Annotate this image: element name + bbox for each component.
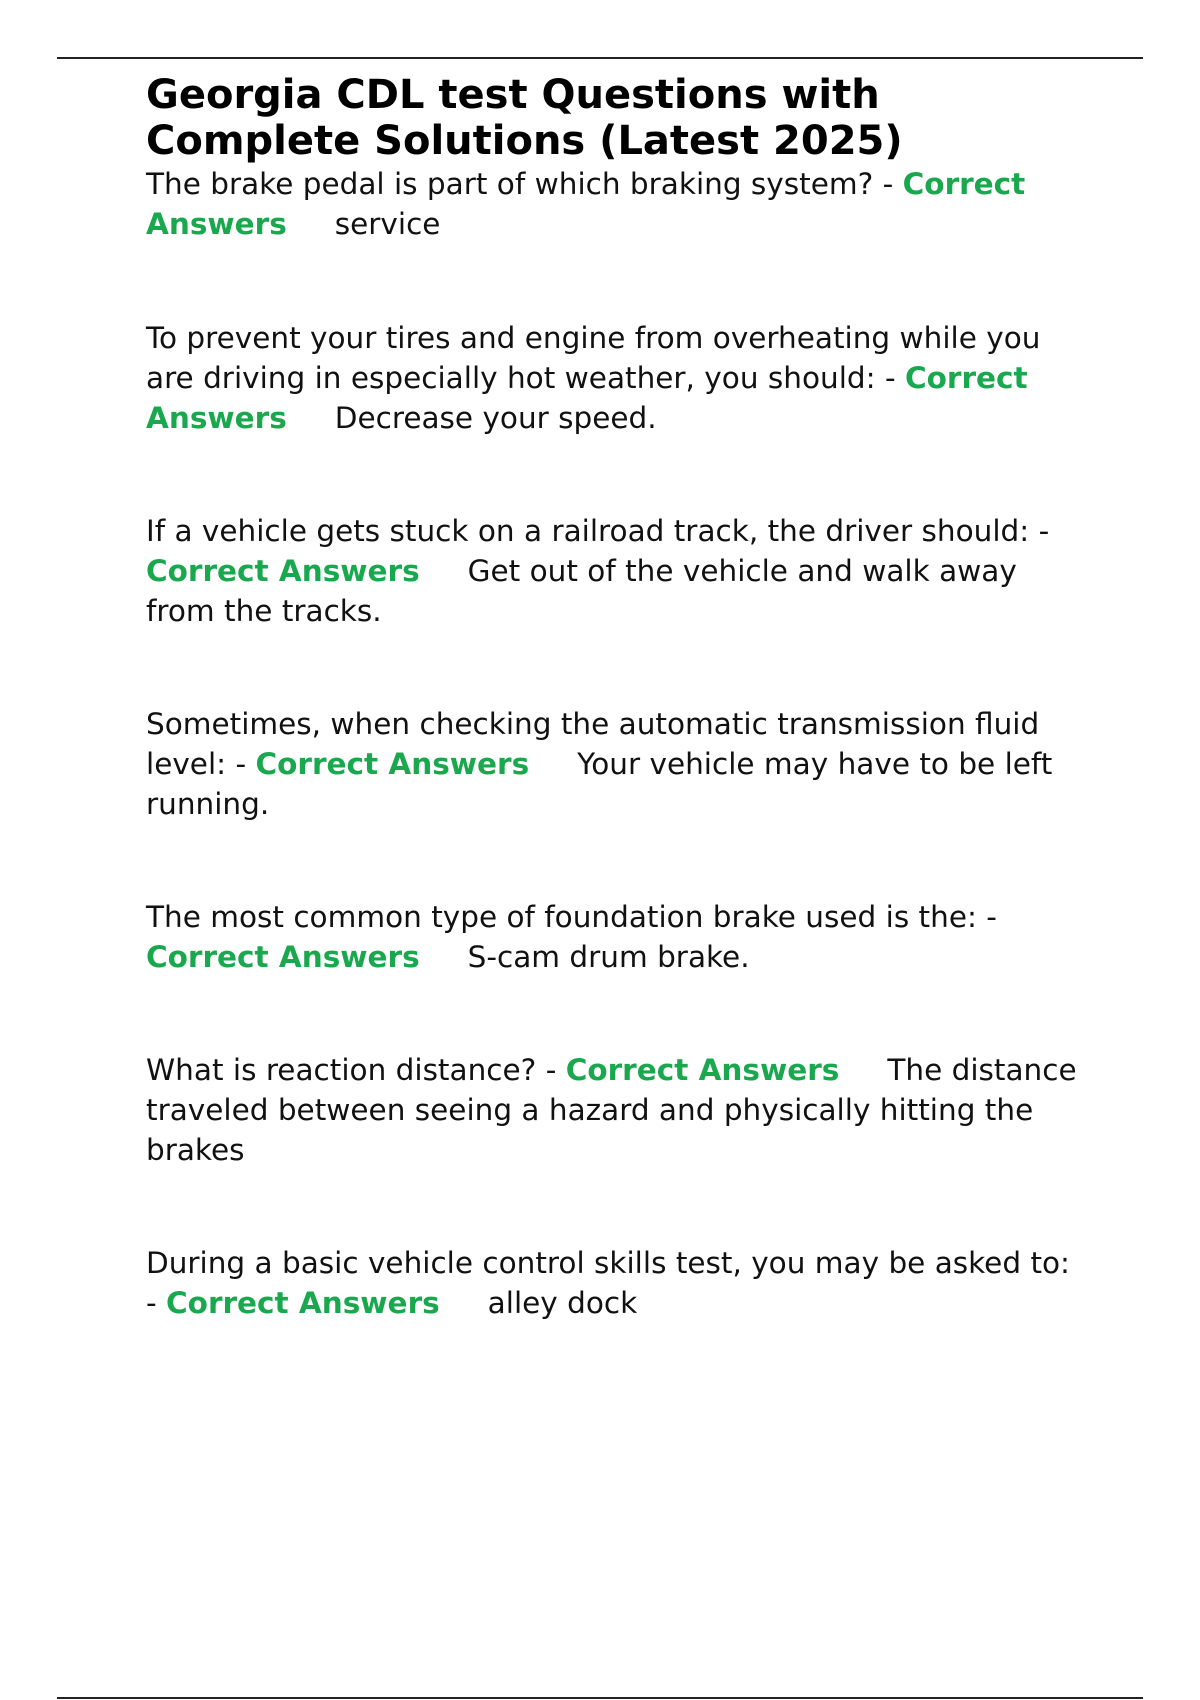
- correct-answers-label: Correct Answers: [146, 554, 420, 588]
- question-text: The brake pedal is part of which braking system?: [146, 167, 874, 201]
- correct-answers-label: Correct Answers: [146, 361, 1028, 435]
- bottom-rule: [57, 1697, 1143, 1699]
- qa-item: What is reaction distance? - Correct Answers The distance traveled between seeing a hazard and physically hitting the brakes: [146, 1053, 1077, 1167]
- answer-text: Decrease your speed.: [334, 401, 657, 435]
- answer-text: service: [334, 207, 441, 241]
- answer-text: Your vehicle may have to be left running.: [146, 747, 1053, 821]
- top-rule: [57, 57, 1143, 59]
- answer-text: The distance traveled between seeing a hazard and physically hitting the brakes: [146, 1053, 1077, 1167]
- answer-text: Get out of the vehicle and walk away from the tracks.: [146, 554, 1017, 628]
- page-title: Georgia CDL test Questions with Complete Solutions (Latest 2025): [146, 72, 903, 164]
- answer-text: S-cam drum brake.: [467, 940, 750, 974]
- qa-item: During a basic vehicle control skills test, you may be asked to: - Correct Answers alley dock: [146, 1246, 1070, 1320]
- document-body: [146, 72, 1081, 1323]
- qa-item: If a vehicle gets stuck on a railroad track, the driver should: - Correct Answers Get out of the vehicle and walk away from the tracks.: [146, 514, 1050, 628]
- answer-text: alley dock: [487, 1286, 638, 1320]
- qa-item: The most common type of foundation brake used is the: - Correct Answers S-cam drum brake.: [146, 900, 997, 974]
- question-text: To prevent your tires and engine from overheating while you are driving in especially hot weather, you should:: [146, 321, 1041, 395]
- correct-answers-label: Correct Answers: [146, 940, 420, 974]
- question-text: The most common type of foundation brake used is the:: [146, 900, 977, 934]
- correct-answers-label: Correct Answers: [166, 1286, 440, 1320]
- qa-item: Sometimes, when checking the automatic transmission fluid level: - Correct Answers Your vehicle may have to be left running.: [146, 707, 1053, 821]
- question-text: What is reaction distance?: [146, 1053, 537, 1087]
- question-text: During a basic vehicle control skills test, you may be asked to:: [146, 1246, 1070, 1280]
- correct-answers-label: Correct Answers: [255, 747, 530, 781]
- correct-answers-label: Correct Answers: [146, 167, 1026, 241]
- qa-item: To prevent your tires and engine from overheating while you are driving in especially hot weather, you should: - Correct Answers Decrease your speed.: [146, 321, 1041, 435]
- correct-answers-label: Correct Answers: [565, 1053, 840, 1087]
- question-text: If a vehicle gets stuck on a railroad track, the driver should:: [146, 514, 1030, 548]
- question-text: Sometimes, when checking the automatic transmission fluid level:: [146, 707, 1040, 781]
- qa-item: The brake pedal is part of which braking system? - Correct Answers service: [146, 167, 1026, 241]
